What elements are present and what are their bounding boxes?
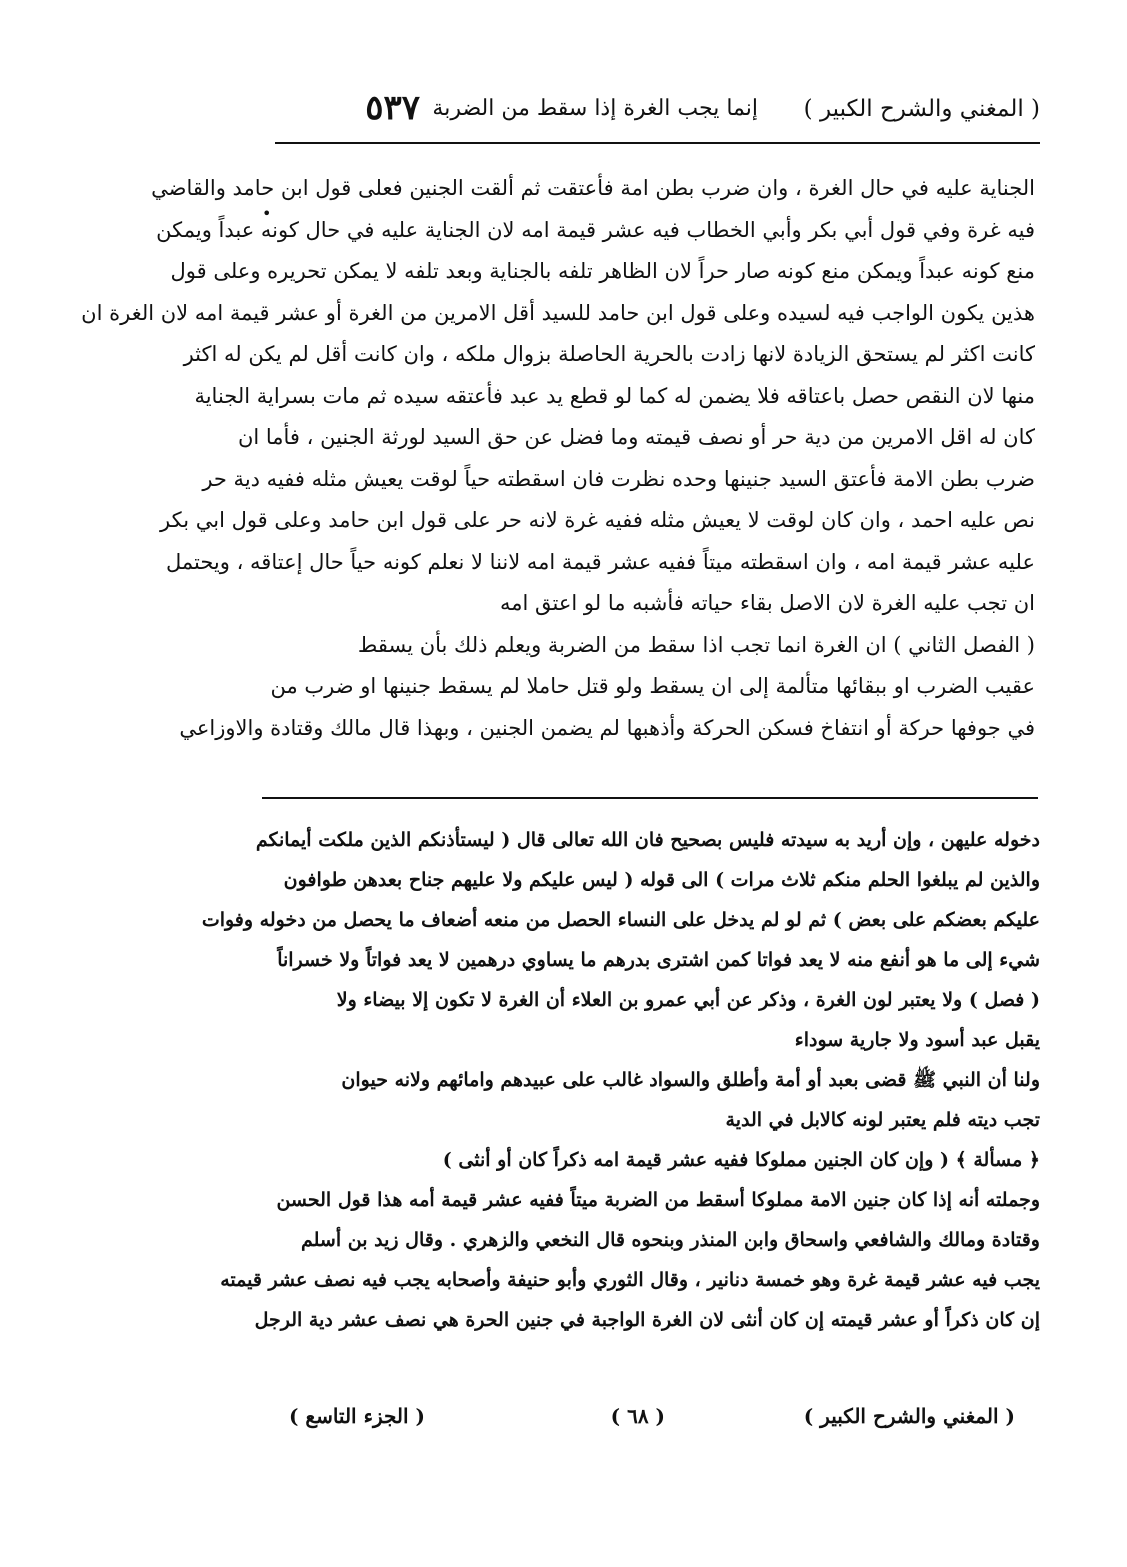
main-line: نص عليه احمد ، وان كان لوقت لا يعيش مثله ففيه غرة لانه حر على قول ابن حامد وعلى قول ابي بكر [160, 508, 1035, 532]
main-line: منع كونه عبداً ويمكن منع كونه صار حراً لان الظاهر تلفه بالجناية وبعد تلفه لا يمكن تحريره وعلى قول [170, 259, 1035, 283]
commentary-line: إن كان ذكراً أو عشر قيمته إن كان أنثى لان الغرة الواجبة في جنين الحرة هي نصف عشر دية الرجل [254, 1309, 1040, 1331]
commentary-line: تجب ديته فلم يعتبر لونه كالابل في الدية [725, 1109, 1040, 1131]
main-line: كانت اكثر لم يستحق الزيادة لانها زادت بالحرية الحاصلة بزوال ملكه ، وان كانت أقل لم يكن له اكثر [183, 342, 1035, 366]
main-line: كان له اقل الامرين من دية حر أو نصف قيمته وما فضل عن حق السيد لورثة الجنين ، فأما ان [237, 425, 1035, 449]
main-line: في جوفها حركة أو انتفاخ فسكن الحركة وأذهبها لم يضمن الجنين ، وبهذا قال مالك وقتادة والاوزاعي [179, 715, 1035, 740]
commentary-line: شيء إلى ما هو أنفع منه لا يعد فواتا كمن اشترى بدرهم ما يساوي درهمين لا يعد فواتاً ولا خسراناً [277, 949, 1040, 971]
page-number: ٥٣٧ [365, 88, 420, 128]
section-divider [262, 797, 1038, 799]
main-line: فيه غرة وفي قول أبي بكر وأبي الخطاب فيه عشر قيمة امه لان الجناية عليه في حال كونه عبداً ويمكن [156, 217, 1035, 242]
main-line: منها لان النقص حصل باعتاقه فلا يضمن له كما لو قطع يد عبد فأعتقه سيده ثم مات بسراية الجناية [194, 383, 1035, 408]
commentary-text-block [201, 820, 1040, 1340]
main-line: عليه عشر قيمة امه ، وان اسقطته ميتاً ففيه عشر قيمة امه لاننا لا نعلم كونه حياً حال إعتاقه ، ويحتمل [166, 549, 1035, 574]
commentary-line: والذين لم يبلغوا الحلم منكم ثلاث مرات ) الى قوله ( ليس عليكم ولا عليهم جناح بعدهن طوافون [283, 869, 1040, 891]
header-topic: إنما يجب الغرة إذا سقط من الضربة [432, 96, 758, 121]
commentary-line: ﴿ مسألة ﴾ ( وإن كان الجنين مملوكا ففيه عشر قيمة امه ذكراً كان أو أنثى ) [442, 1149, 1040, 1171]
header-divider [275, 142, 1040, 144]
main-line: عقيب الضرب او ببقائها متألمة إلى ان يسقط ولو قتل حاملا لم يسقط جنينها او ضرب من [270, 674, 1035, 698]
commentary-line: وقتادة ومالك والشافعي واسحاق وابن المنذر وبنحوه قال النخعي والزهري . وقال زيد بن أسلم [301, 1229, 1040, 1251]
commentary-line: يقبل عبد أسود ولا جارية سوداء [794, 1029, 1040, 1051]
main-text-block [81, 168, 1035, 749]
main-line: ضرب بطن الامة فأعتق السيد جنينها وحده نظرت فان اسقطته حياً لوقت يعيش مثله ففيه دية حر [202, 466, 1035, 491]
commentary-line: دخوله عليهن ، وإن أريد به سيدته فليس بصحيح فان الله تعالى قال ( ليستأذنكم الذين ملكت أيمانكم [255, 829, 1040, 851]
header-book-title: ( المغني والشرح الكبير ) [803, 96, 1040, 122]
commentary-line: وجملته أنه إذا كان جنين الامة مملوكا أسقط من الضربة ميتاً ففيه عشر قيمة أمه هذا قول الحسن [276, 1189, 1040, 1211]
main-line: ( الفصل الثاني ) ان الغرة انما تجب اذا سقط من الضربة ويعلم ذلك بأن يسقط [357, 632, 1035, 657]
commentary-line: ( فصل ) ولا يعتبر لون الغرة ، وذكر عن أبي عمرو بن العلاء أن الغرة لا تكون إلا بيضاء ولا [336, 989, 1040, 1011]
page-footer [265, 1404, 1035, 1440]
main-line: الجناية عليه في حال الغرة ، وان ضرب بطن امة فأعتقت ثم ألقت الجنين فعلى قول ابن حامد والقاضي [151, 176, 1035, 200]
footer-book-title: ( المغني والشرح الكبير ) [803, 1404, 1015, 1428]
margin-mark: • [262, 204, 272, 223]
commentary-line: عليكم بعضكم على بعض ) ثم لو لم يدخل على النساء الحصل من منعه أضعاف ما يحصل من دخوله وفوات [201, 909, 1040, 931]
main-line: ان تجب عليه الغرة لان الاصل بقاء حياته فأشبه ما لو اعتق امه [500, 591, 1035, 615]
main-line: هذين يكون الواجب فيه لسيده وعلى قول ابن حامد للسيد أقل الامرين من الغرة أو عشر قيمة امه لان الغرة ان [81, 300, 1035, 325]
commentary-line: يجب فيه عشر قيمة غرة وهو خمسة دنانير ، وقال الثوري وأبو حنيفة وأصحابه يجب فيه نصف عشر قيمته [220, 1269, 1040, 1291]
footer-volume: ( الجزء التاسع ) [289, 1404, 425, 1428]
footer-signature-number: ( ٦٨ ) [610, 1404, 665, 1428]
page-header [300, 88, 1040, 136]
commentary-line: ولنا أن النبي ﷺ قضى بعبد أو أمة وأطلق والسواد غالب على عبيدهم وامائهم ولانه حيوان [341, 1069, 1040, 1091]
